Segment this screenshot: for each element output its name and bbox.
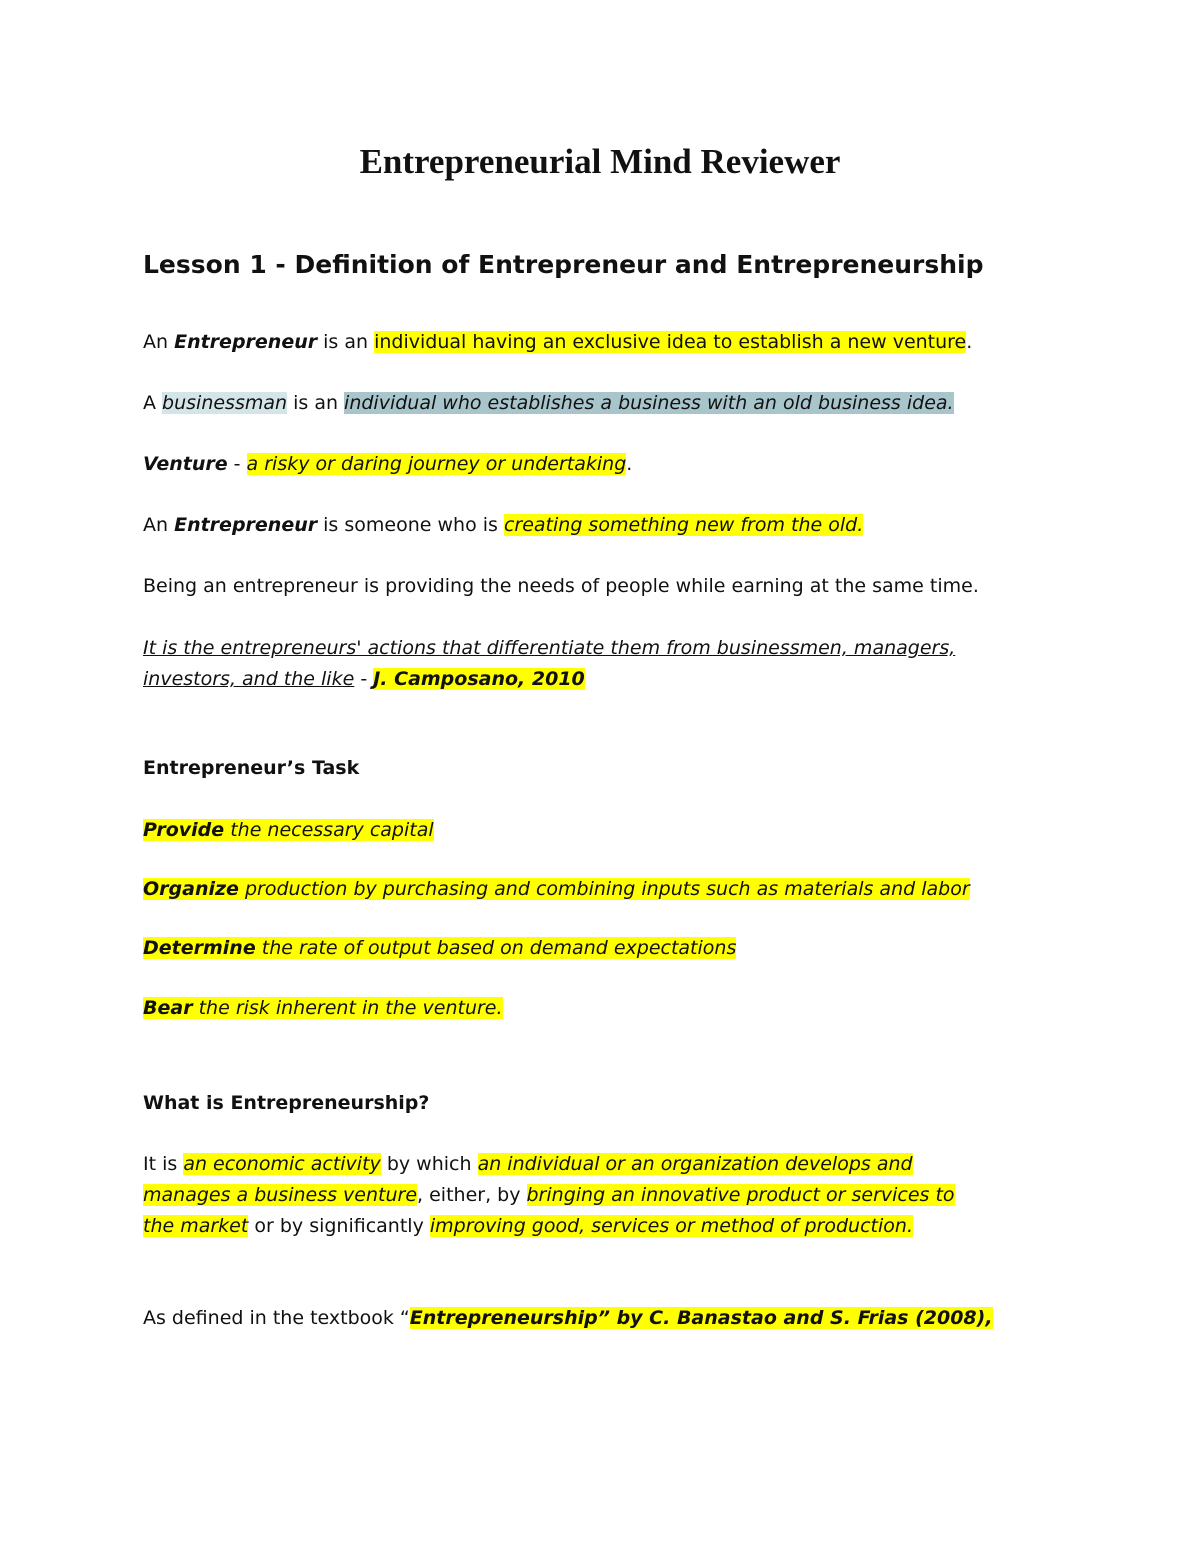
task-verb: Bear bbox=[143, 997, 193, 1019]
text: by which bbox=[380, 1153, 478, 1175]
text: An bbox=[143, 514, 175, 536]
text: is someone who is bbox=[317, 514, 504, 536]
text: , either, by bbox=[417, 1184, 527, 1206]
task-verb: Determine bbox=[143, 937, 256, 959]
paragraph-entrepreneur-definition bbox=[143, 327, 972, 358]
text: is an bbox=[317, 331, 375, 353]
highlight: a risky or daring journey or undertaking bbox=[246, 453, 627, 475]
paragraph-venture-definition bbox=[143, 449, 632, 480]
highlight: an individual or an organization develops and bbox=[477, 1153, 913, 1175]
highlight: creating something new from the old. bbox=[503, 514, 864, 536]
paragraph-businessman-definition bbox=[143, 388, 954, 419]
quote-block bbox=[143, 633, 955, 695]
task-item bbox=[143, 874, 970, 905]
text: - bbox=[354, 668, 374, 690]
paragraph-as-defined bbox=[143, 1303, 993, 1334]
lesson-heading: Lesson 1 - Definition of Entrepreneur and Entrepreneurship bbox=[143, 250, 984, 279]
task-text: production by purchasing and combining inputs such as materials and labor bbox=[238, 878, 970, 900]
highlight: bringing an innovative product or services to bbox=[526, 1184, 955, 1206]
text: is an bbox=[287, 392, 345, 414]
task-text: the necessary capital bbox=[224, 819, 434, 841]
text: - bbox=[227, 453, 247, 475]
text: As defined in the textbook “ bbox=[143, 1307, 410, 1329]
document-title: Entrepreneurial Mind Reviewer bbox=[359, 142, 841, 181]
highlight: individual having an exclusive idea to establish a new venture bbox=[374, 331, 967, 353]
text: . bbox=[626, 453, 633, 475]
highlight: manages a business venture bbox=[143, 1184, 418, 1206]
task-verb: Organize bbox=[143, 878, 239, 900]
text: A bbox=[143, 392, 163, 414]
paragraph-entrepreneur-someone bbox=[143, 510, 863, 541]
highlight: Entrepreneurship” by C. Banastao and S. Frias (2008), bbox=[409, 1307, 993, 1329]
highlight: improving good, services or method of production. bbox=[429, 1215, 913, 1237]
text: An bbox=[143, 331, 175, 353]
task-item bbox=[143, 933, 736, 964]
task-text: the rate of output based on demand expectations bbox=[255, 937, 737, 959]
term-businessman: businessman bbox=[162, 392, 288, 414]
term-entrepreneur: Entrepreneur bbox=[174, 331, 318, 353]
quote-author: J. Camposano, 2010 bbox=[373, 668, 585, 690]
term-venture: Venture bbox=[143, 453, 228, 475]
task-verb: Provide bbox=[143, 819, 225, 841]
highlight: the market bbox=[143, 1215, 249, 1237]
task-heading: Entrepreneur’s Task bbox=[143, 757, 360, 779]
highlight: individual who establishes a business with an old business idea. bbox=[344, 392, 954, 414]
task-text: the risk inherent in the venture. bbox=[192, 997, 503, 1019]
paragraph-what-is-entrepreneurship bbox=[143, 1149, 955, 1242]
term-entrepreneur: Entrepreneur bbox=[174, 514, 318, 536]
quote-line: investors, and the like bbox=[143, 668, 355, 690]
task-item bbox=[143, 815, 434, 846]
text: or by significantly bbox=[248, 1215, 430, 1237]
text: . bbox=[966, 331, 973, 353]
task-item bbox=[143, 993, 503, 1024]
highlight: an economic activity bbox=[183, 1153, 381, 1175]
quote-line: It is the entrepreneurs' actions that differentiate them from businessmen, managers, bbox=[143, 637, 956, 659]
what-heading: What is Entrepreneurship? bbox=[143, 1092, 430, 1114]
text: It is bbox=[143, 1153, 184, 1175]
paragraph-being-entrepreneur: Being an entrepreneur is providing the needs of people while earning at the same time. bbox=[143, 575, 979, 597]
